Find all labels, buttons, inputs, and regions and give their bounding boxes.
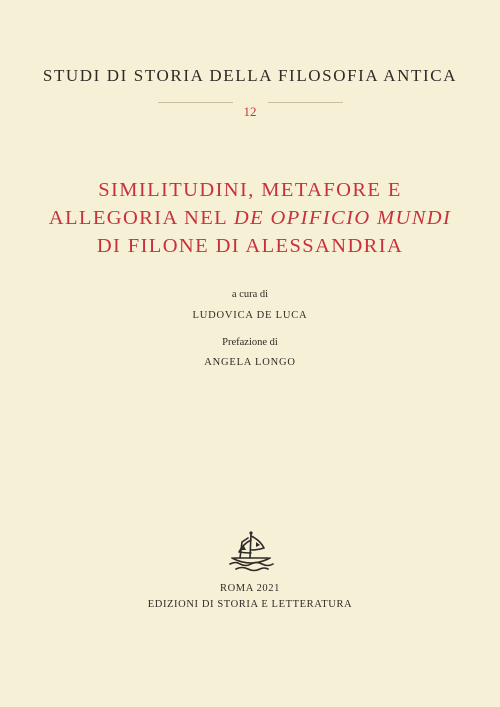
publisher-logo-icon	[226, 528, 276, 574]
preface-author: ANGELA LONGO	[204, 357, 296, 368]
divider-left	[158, 102, 233, 103]
title-line-1: SIMILITUDINI, METAFORE E	[98, 179, 402, 201]
series-title: STUDI DI STORIA DELLA FILOSOFIA ANTICA	[42, 66, 458, 85]
title-line-3: DI FILONE DI ALESSANDRIA	[96, 235, 404, 257]
publisher-name: EDIZIONI DI STORIA E LETTERATURA	[147, 599, 353, 610]
book-title	[0, 176, 500, 260]
divider-right	[268, 102, 343, 103]
series-number: 12	[243, 104, 257, 119]
preface-label: Prefazione di	[222, 337, 278, 348]
publication-place-year: ROMA 2021	[220, 583, 280, 594]
title-line-2-italic: DE OPIFICIO MUNDI	[233, 207, 452, 229]
title-line-2	[0, 204, 500, 232]
title-line-2-roman: ALLEGORIA NEL	[48, 207, 234, 229]
editor-name: LUDOVICA DE LUCA	[192, 310, 308, 321]
editor-label: a cura di	[231, 289, 269, 300]
